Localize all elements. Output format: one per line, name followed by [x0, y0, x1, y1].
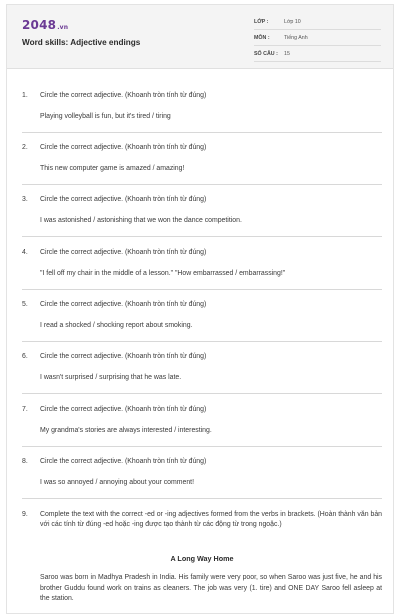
question-prompt: Circle the correct adjective. (Khoanh tròn tính từ đúng) [40, 301, 207, 308]
question-divider [22, 393, 382, 394]
question-divider [22, 132, 382, 133]
question-divider [22, 289, 382, 290]
question-number: 5. [22, 301, 28, 308]
logo-text: 2048 [22, 18, 57, 32]
logo-suffix: .vn [57, 24, 69, 31]
question-sentence: This new computer game is amazed / amazing! [40, 165, 185, 172]
question-divider [22, 498, 382, 499]
worksheet-title: Word skills: Adjective endings [22, 38, 141, 47]
question-sentence: I was astonished / astonishing that we won the dance competition. [40, 217, 242, 224]
meta-class-row [254, 14, 381, 30]
meta-subject-label: MÔN : [254, 35, 270, 41]
question-sentence: My grandma's stories are always interested / interesting. [40, 427, 212, 434]
meta-class-value: Lớp 10 [284, 19, 301, 25]
meta-count-label: SỐ CÂU : [254, 51, 278, 57]
meta-class-label: LỚP : [254, 19, 269, 25]
question-prompt: Circle the correct adjective. (Khoanh tròn tính từ đúng) [40, 249, 207, 256]
question-number: 4. [22, 249, 28, 256]
site-logo[interactable] [22, 18, 68, 32]
question-divider [22, 446, 382, 447]
question-prompt: Circle the correct adjective. (Khoanh tròn tính từ đúng) [40, 144, 207, 151]
question-sentence: I wasn't surprised / surprising that he was late. [40, 374, 182, 381]
question-number: 6. [22, 353, 28, 360]
meta-subject-value: Tiếng Anh [284, 35, 308, 41]
question-divider [22, 236, 382, 237]
meta-count-value: 15 [284, 51, 290, 57]
question-divider [22, 184, 382, 185]
meta-subject-row [254, 30, 381, 46]
question-prompt: Circle the correct adjective. (Khoanh tròn tính từ đúng) [40, 92, 207, 99]
question-prompt: Complete the text with the correct -ed or -ing adjectives formed from the verbs in brackets. (Hoàn thành văn bản với các tính từ đúng -ed hoặc -ing được tạo thành từ các động từ trong ngoặc.) [40, 511, 382, 528]
question-number: 7. [22, 406, 28, 413]
question-number: 1. [22, 92, 28, 99]
question-sentence: I read a shocked / shocking report about smoking. [40, 322, 193, 329]
question-sentence: Playing volleyball is fun, but it's tired / tiring [40, 113, 171, 120]
worksheet-header [7, 5, 393, 69]
question-sentence: I was so annoyed / annoying about your comment! [40, 479, 194, 486]
question-number: 2. [22, 144, 28, 151]
passage-title: A Long Way Home [170, 554, 234, 563]
question-prompt: Circle the correct adjective. (Khoanh tròn tính từ đúng) [40, 406, 207, 413]
worksheet-page [6, 4, 394, 614]
question-prompt: Circle the correct adjective. (Khoanh tròn tính từ đúng) [40, 458, 207, 465]
question-sentence: "I fell off my chair in the middle of a lesson." "How embarrassed / embarrassing!" [40, 270, 286, 277]
meta-count-row [254, 46, 381, 62]
question-prompt: Circle the correct adjective. (Khoanh tròn tính từ đúng) [40, 353, 207, 360]
passage-text: Saroo was born in Madhya Pradesh in India. His family were very poor, so when Saroo was just five, he and his brother Guddu found work on trains as cleaners. The job was very (1. tire) and ONE DAY Saroo fell asleep at the station. [40, 574, 382, 602]
question-number: 8. [22, 458, 28, 465]
question-divider [22, 341, 382, 342]
question-prompt: Circle the correct adjective. (Khoanh tròn tính từ đúng) [40, 196, 207, 203]
question-number: 9. [22, 511, 28, 518]
question-number: 3. [22, 196, 28, 203]
